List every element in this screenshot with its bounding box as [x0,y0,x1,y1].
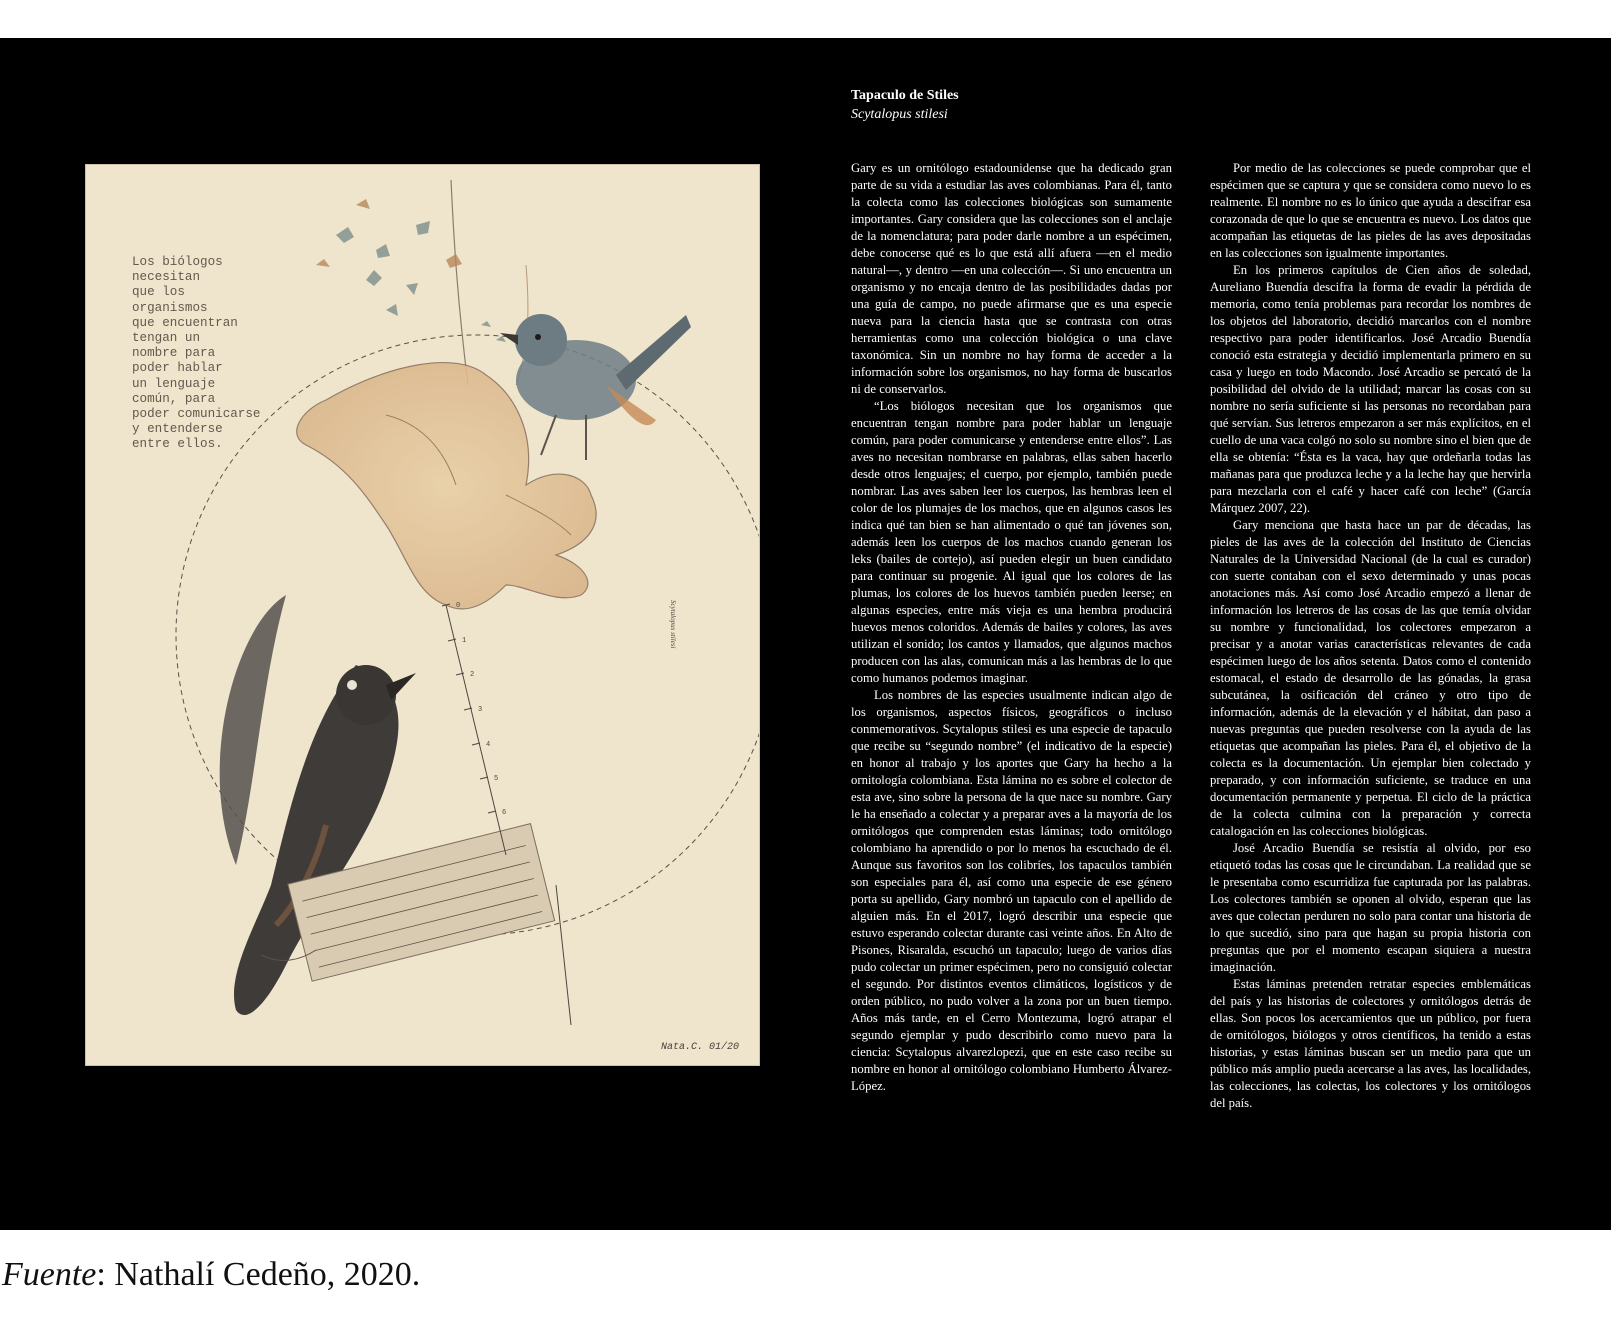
figure-caption [2,1256,420,1294]
caption-source-label: Fuente [2,1256,97,1293]
paragraph: Los nombres de las especies usualmente indican algo de los organismos, aspectos físicos, geográficos o incluso conmemorativos. Scytalopus stilesi es una especie de tapaculo que recibe su “segundo nombre” (el indicativo de la especie) en honor al trabajo y los aportes que Gary ha hecho a la ornitología colombiana. Esta lámina no es sobre el colector de esta ave, sino sobre la persona de la que nace su nombre. Gary le ha enseñado a colectar y a preparar aves a la mayoría de los ornitólogos que comprenden estas láminas; todo ornitólogo colombiano ha aprendido o por lo menos ha escuchado de él. Aunque sus favoritos son los colibríes, los tapaculos también son especiales para él, así como una especie de ese género porta su apellido, Gary nombró un tapaculo con el apellido de alguien más. En el 2017, logró describir una especie que estuvo esperando colectar durante casi veinte años. En Alto de Pisones, Risaralda, escuchó un tapaculo; luego de varios días pudo colectar un primer espécimen, pero no consiguió colectar el segundo. Por distintos eventos climáticos, logísticos y de orden público, no pudo volver a la zona por un buen tiempo. Años más tarde, en el Cerro Montezuma, logró atrapar el segundo ejemplar y pudo describirlo como nuevo para la ciencia: Scytalopus alvarezlopezi, que en este caso recibe su nombre en honor al ornitólogo colombiano Humberto Álvarez-López. [851,688,1172,1093]
scientific-name: Scytalopus stilesi [851,107,948,122]
illustration-plate [85,164,760,1066]
feather-drawing [220,595,286,865]
paragraph: Gary es un ornitólogo estadounidense que ha dedicado gran parte de su vida a estudiar las aves colombianas. Para él, tanto la colecta como las colecciones biológicas son sumamente importantes. Gary considera que las colecciones son el anclaje de la nomenclatura; para poder darle nombre a un espécimen, debe conocerse qué es lo que está allí afuera —en el medio natural—, y dentro —en una colección—. Si uno encuentra un organismo y no encaja dentro de las posibilidades dadas por una guía de campo, no puede afirmarse que es una especie nueva para la ciencia hasta que se contrasta con otras herramientas como una colección biológica o una clave taxonómica. Sin un nombre no hay forma de acceder a la información sobre los organismos, no hay forma de buscarlos ni de conservarlos. [851,161,1172,396]
scale-number: 3 [478,706,483,714]
paragraph: “Los biólogos necesitan que los organismos que encuentran tengan nombre para poder hablar un lenguaje común, para poder comunicarse y entenderse entre ellos”. Las aves no necesitan nombrarse en palabras, ellas saben hacerlo desde otros lenguajes; el cuerpo, por ejemplo, también puede nombrar. Las aves saben leer los cuerpos, las hembras leen el color de los plumajes de los machos, que en algunos casos les indica qué tan bien se han alimentado o qué tan jóvenes son, además leen los cuerpos de los machos cuando generan los leks (bailes de cortejo), así pueden elegir un buen candidato para continuar su progenie. Al igual que los colores de las plumas, los colores de los huevos también pueden leerse; en algunas especies, entre más vieja es una hembra producirá huevos menos coloridos. Además de bailes y colores, las aves utilizan el sonido; los cantos y llamados, que algunos machos producen con las alas, comunican más a las hembras de lo que como humanos podemos imaginar. [851,399,1172,685]
article [851,86,1531,1110]
scale-number: 2 [470,671,475,679]
specimen-label: Scytalopus stilesi [669,600,677,649]
text-columns [851,160,1531,1112]
paragraph: José Arcadio Buendía se resistía al olvido, por eso etiquetó todas las cosas que le circundaban. La realidad que se le presentaba como escurridiza fue capturada por las palabras. Los colectores también se oponen al olvido, esperan que las aves que colectan perduren no solo para contar una historia de lo que sucedió, sino para que hagan su propia historia con preguntas que por el momento escapan siquiera a nuestra imaginación. [1210,841,1531,974]
article-title: Tapaculo de Stiles [851,88,959,103]
scale-bar [442,604,571,1025]
artist-signature: Nata.C. 01/20 [660,1042,739,1053]
scale-number: 1 [462,637,467,645]
scale-number: 5 [494,775,499,783]
paragraph: Estas láminas pretenden retratar especies emblemáticas del país y las historias de colectores y ornitólogos detrás de ellas. Son pocos los acercamientos que un público, por fuera de ornitólogos, biólogos y otros científicos, ha tenido a estas historias, y estas láminas buscan ser un medio para que un público más amplio pueda acercarse a las aves, las localidades, las colecciones, las colectas, los colectores y los ornitólogos del país. [1210,977,1531,1110]
book-spread [0,38,1611,1230]
paragraph: En los primeros capítulos de Cien años de soledad, Aureliano Buendía descifra la forma de evadir la pérdida de memoria, como tenía problemas para recordar los nombres de los objetos del laboratorio, decidió marcarlos con el nombre respectivo para poder identificarlos. José Arcadio Buendía conoció esta estrategia y decidió implementarla primero en su casa y luego en todo Macondo. José Arcadio se percató de la posibilidad del olvido de la utilidad; marcar las cosas con su nombre no sería suficiente si las personas no recordaban para qué servían. Sus letreros empezaron a ser más explícitos, en el cuello de una vaca colgó no solo su nombre sino el bien que de ella se obtenía: “Ésta es la vaca, hay que ordeñarla todas las mañanas para que produzca leche y a la leche hay que hervirla para mezclarla con el café y hacer café con leche” (García Márquez 2007, 22). [1210,263,1531,515]
paragraph: Gary menciona que hasta hace un par de décadas, las pieles de las aves de la colección del Instituto de Ciencias Naturales de la Universidad Nacional (de la cual es curador) con suerte contaban con el sexo determinado y unas pocas anotaciones más. Así como José Arcadio empezó a llenar de información los letreros de las cosas de las que temía olvidar su nombre y funcionalidad, los colectores empezaron a precisar y a anotar varias características relevantes de cada espécimen luego de los años setenta. Datos como el contenido estomacal, el estado de desarrollo de las gónadas, la grasa subcutánea, la osificación del cráneo y otro tipo de información, además de la elevación y el hábitat, dan paso a nuevas preguntas que pueden resolverse con la ayuda de las etiquetas que acompañan las pieles. Para él, el objetivo de la colecta es la documentación. Un ejemplar bien colectado y preparado, y con información suficiente, se traduce en una documentación permanente y perpetua. El ciclo de la práctica de la colecta culmina con la preparación y correcta catalogación en las colecciones biológicas. [1210,518,1531,838]
paragraph: Por medio de las colecciones se puede comprobar que el espécimen que se captura y que se considera como nuevo lo es realmente. El nombre no es lo único que ayuda a descifrar esa corazonada de que lo que se encuentra es nuevo. Los datos que acompañan las etiquetas de las pieles de las aves depositadas en las colecciones son igualmente importantes. [1210,161,1531,260]
plate-quote: Los biólogos necesitan que los organismos que encuentran tengan un nombre para poder hablar un lenguaje común, para poder comunicarse y entenderse entre ellos. [132,255,261,452]
column-left [851,160,1172,1112]
column-right [1210,160,1531,1112]
scale-number: 6 [502,809,507,817]
fragments-group [316,199,506,342]
scale-number: 4 [486,741,491,749]
scale-numbers [456,602,506,817]
perched-bird-drawing [500,314,691,460]
caption-source-text: : Nathalí Cedeño, 2020. [96,1256,421,1293]
scale-number: 0 [456,602,461,610]
